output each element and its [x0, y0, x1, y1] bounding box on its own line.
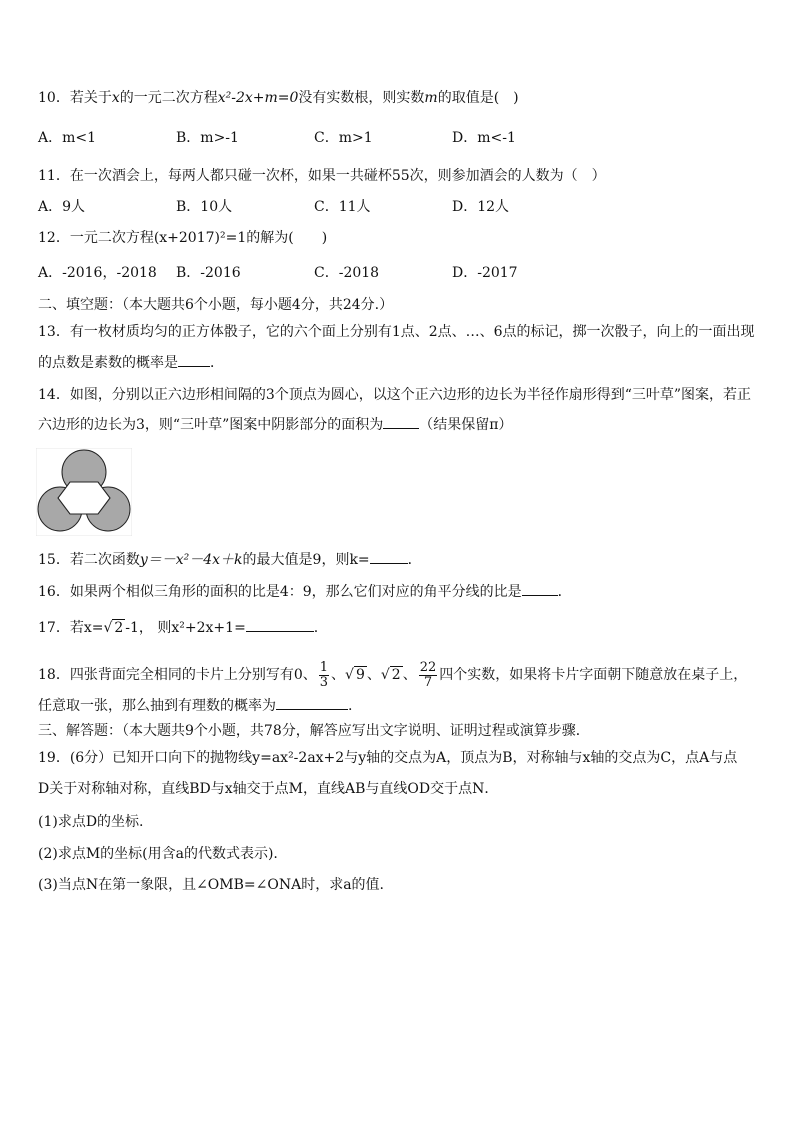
q17-stem-b: -1， 则x²+2x+1= — [125, 620, 246, 636]
q18-stem — [38, 660, 747, 690]
q13-answer-blank[interactable] — [178, 366, 210, 367]
q18-sep-3: 、 — [402, 667, 417, 683]
q17-answer-blank[interactable] — [246, 631, 314, 632]
q15-function: y＝－x²－4x＋k — [139, 552, 243, 568]
q18-line-2-text: 任意取一张，那么抽到有理数的概率为 — [38, 698, 276, 714]
q18-fraction-1-numerator: 1 — [319, 659, 329, 675]
q10-option-d: D．m<-1 — [452, 130, 516, 146]
q10-option-c: C．m>1 — [314, 130, 373, 146]
q18-fraction-2 — [419, 661, 438, 690]
q17-sqrt-value: 2 — [114, 620, 124, 636]
q13-line-2 — [38, 354, 224, 372]
q18-fraction-1-denominator: 3 — [319, 674, 329, 690]
section-2-heading: 二、填空题：（本大题共6个小题，每小题4分，共24分.） — [38, 297, 394, 313]
q18-line-2 — [38, 697, 352, 715]
q13-line-2-end: ． — [210, 355, 224, 371]
q18-stem-a: 18．四张背面完全相同的卡片上分别写有0、 — [38, 667, 317, 683]
q19-line-2: D关于对称轴对称，直线BD与x轴交于点M，直线AB与直线OD交于点N． — [38, 781, 499, 797]
q19-sub-3: (3)当点N在第一象限，且∠OMB=∠ONA时，求a的值. — [38, 877, 385, 893]
q11-option-a: A．9人 — [38, 199, 86, 215]
q18-sep-2: 、 — [366, 667, 381, 683]
q18-fraction-2-numerator: 22 — [419, 659, 437, 675]
section-3-heading: 三、解答题：（本大题共9个小题，共78分，解答应写出文字说明、证明过程或演算步骤． — [38, 723, 590, 739]
q10-var-x: x — [111, 90, 120, 106]
q18-sqrt-1-value: 9 — [355, 667, 365, 683]
q15-answer-blank[interactable] — [370, 563, 408, 564]
q17-sqrt: √ 2 — [103, 620, 124, 636]
q12-option-b: B．-2016 — [176, 265, 241, 281]
q18-sep-1: 、 — [331, 667, 346, 683]
q12-option-d: D．-2017 — [452, 265, 518, 281]
q10-stem-a: 10．若关于 — [38, 90, 112, 106]
q12-option-a: A．-2016，-2018 — [38, 265, 157, 281]
q17-stem-end: . — [313, 620, 319, 636]
q10-option-b: B．m>-1 — [176, 130, 239, 146]
q14-line-2-end: （结果保留π） — [419, 417, 513, 433]
q17-stem — [38, 619, 318, 637]
q15-stem — [38, 551, 422, 569]
q15-stem-end: ． — [407, 552, 422, 568]
q16-stem — [38, 583, 572, 601]
q10-stem-b: 的一元二次方程 — [119, 90, 218, 106]
q18-fraction-2-denominator: 7 — [423, 674, 433, 690]
q15-stem-b: 的最大值是9，则k= — [242, 552, 370, 568]
q18-sqrt-2: √ 2 — [380, 667, 401, 683]
q16-answer-blank[interactable] — [522, 595, 558, 596]
q11-option-b: B．10人 — [176, 199, 233, 215]
q10-var-m: m — [424, 90, 438, 106]
q12-stem: 12．一元二次方程(x+2017)²=1的解为( ) — [38, 230, 328, 246]
q19-line-1: 19．(6分）已知开口向下的抛物线y=ax²-2ax+2与y轴的交点为A，顶点为B，对称轴与x轴的交点为C，点A与点 — [38, 750, 738, 766]
q13-line-2-text: 的点数是素数的概率是 — [38, 355, 178, 371]
q18-answer-blank[interactable] — [276, 709, 348, 710]
clover-figure — [36, 448, 132, 536]
q12-option-c: C．-2018 — [314, 265, 380, 281]
q15-stem-a: 15．若二次函数 — [38, 552, 140, 568]
q19-sub-2: (2)求点M的坐标(用含a的代数式表示). — [38, 846, 278, 862]
q16-stem-text: 16．如果两个相似三角形的面积的比是4：9，那么它们对应的角平分线的比是 — [38, 584, 522, 600]
q14-line-2 — [38, 416, 512, 434]
q10-option-a: A．m<1 — [38, 130, 97, 146]
q10-stem-c: 没有实数根，则实数 — [298, 90, 425, 106]
q14-answer-blank[interactable] — [383, 428, 419, 429]
q13-line-1: 13．有一枚材质均匀的正方体骰子，它的六个面上分别有1点、2点、…、6点的标记，掷一次骰子，向上的一面出现 — [38, 324, 755, 340]
q16-stem-end: ． — [557, 584, 572, 600]
q10-stem — [38, 89, 519, 107]
q11-stem: 11．在一次酒会上，每两人都只碰一次杯，如果一共碰杯55次，则参加酒会的人数为（ ） — [38, 168, 606, 184]
q14-line-2-text: 六边形的边长为3，则“三叶草”图案中阴影部分的面积为 — [38, 417, 384, 433]
q14-line-1: 14．如图，分别以正六边形相间隔的3个顶点为圆心，以这个正六边形的边长为半径作扇形得到“三叶草”图案，若正 — [38, 387, 752, 403]
q17-stem-a: 17．若x= — [38, 620, 104, 636]
q19-sub-1: (1)求点D的坐标. — [38, 814, 144, 830]
q18-stem-b: 四个实数，如果将卡片字面朝下随意放在桌子上， — [439, 667, 748, 683]
hexagon — [58, 482, 110, 514]
q10-stem-d: 的取值是( ) — [437, 90, 519, 106]
q18-line-2-end: . — [348, 698, 353, 714]
q11-option-d: D．12人 — [452, 199, 510, 215]
q10-equation: x²-2x+m=0 — [217, 90, 299, 106]
q11-option-c: C．11人 — [314, 199, 371, 215]
q18-sqrt-2-value: 2 — [391, 667, 401, 683]
q18-sqrt-1: √ 9 — [345, 667, 365, 683]
q18-fraction-1 — [319, 661, 329, 690]
